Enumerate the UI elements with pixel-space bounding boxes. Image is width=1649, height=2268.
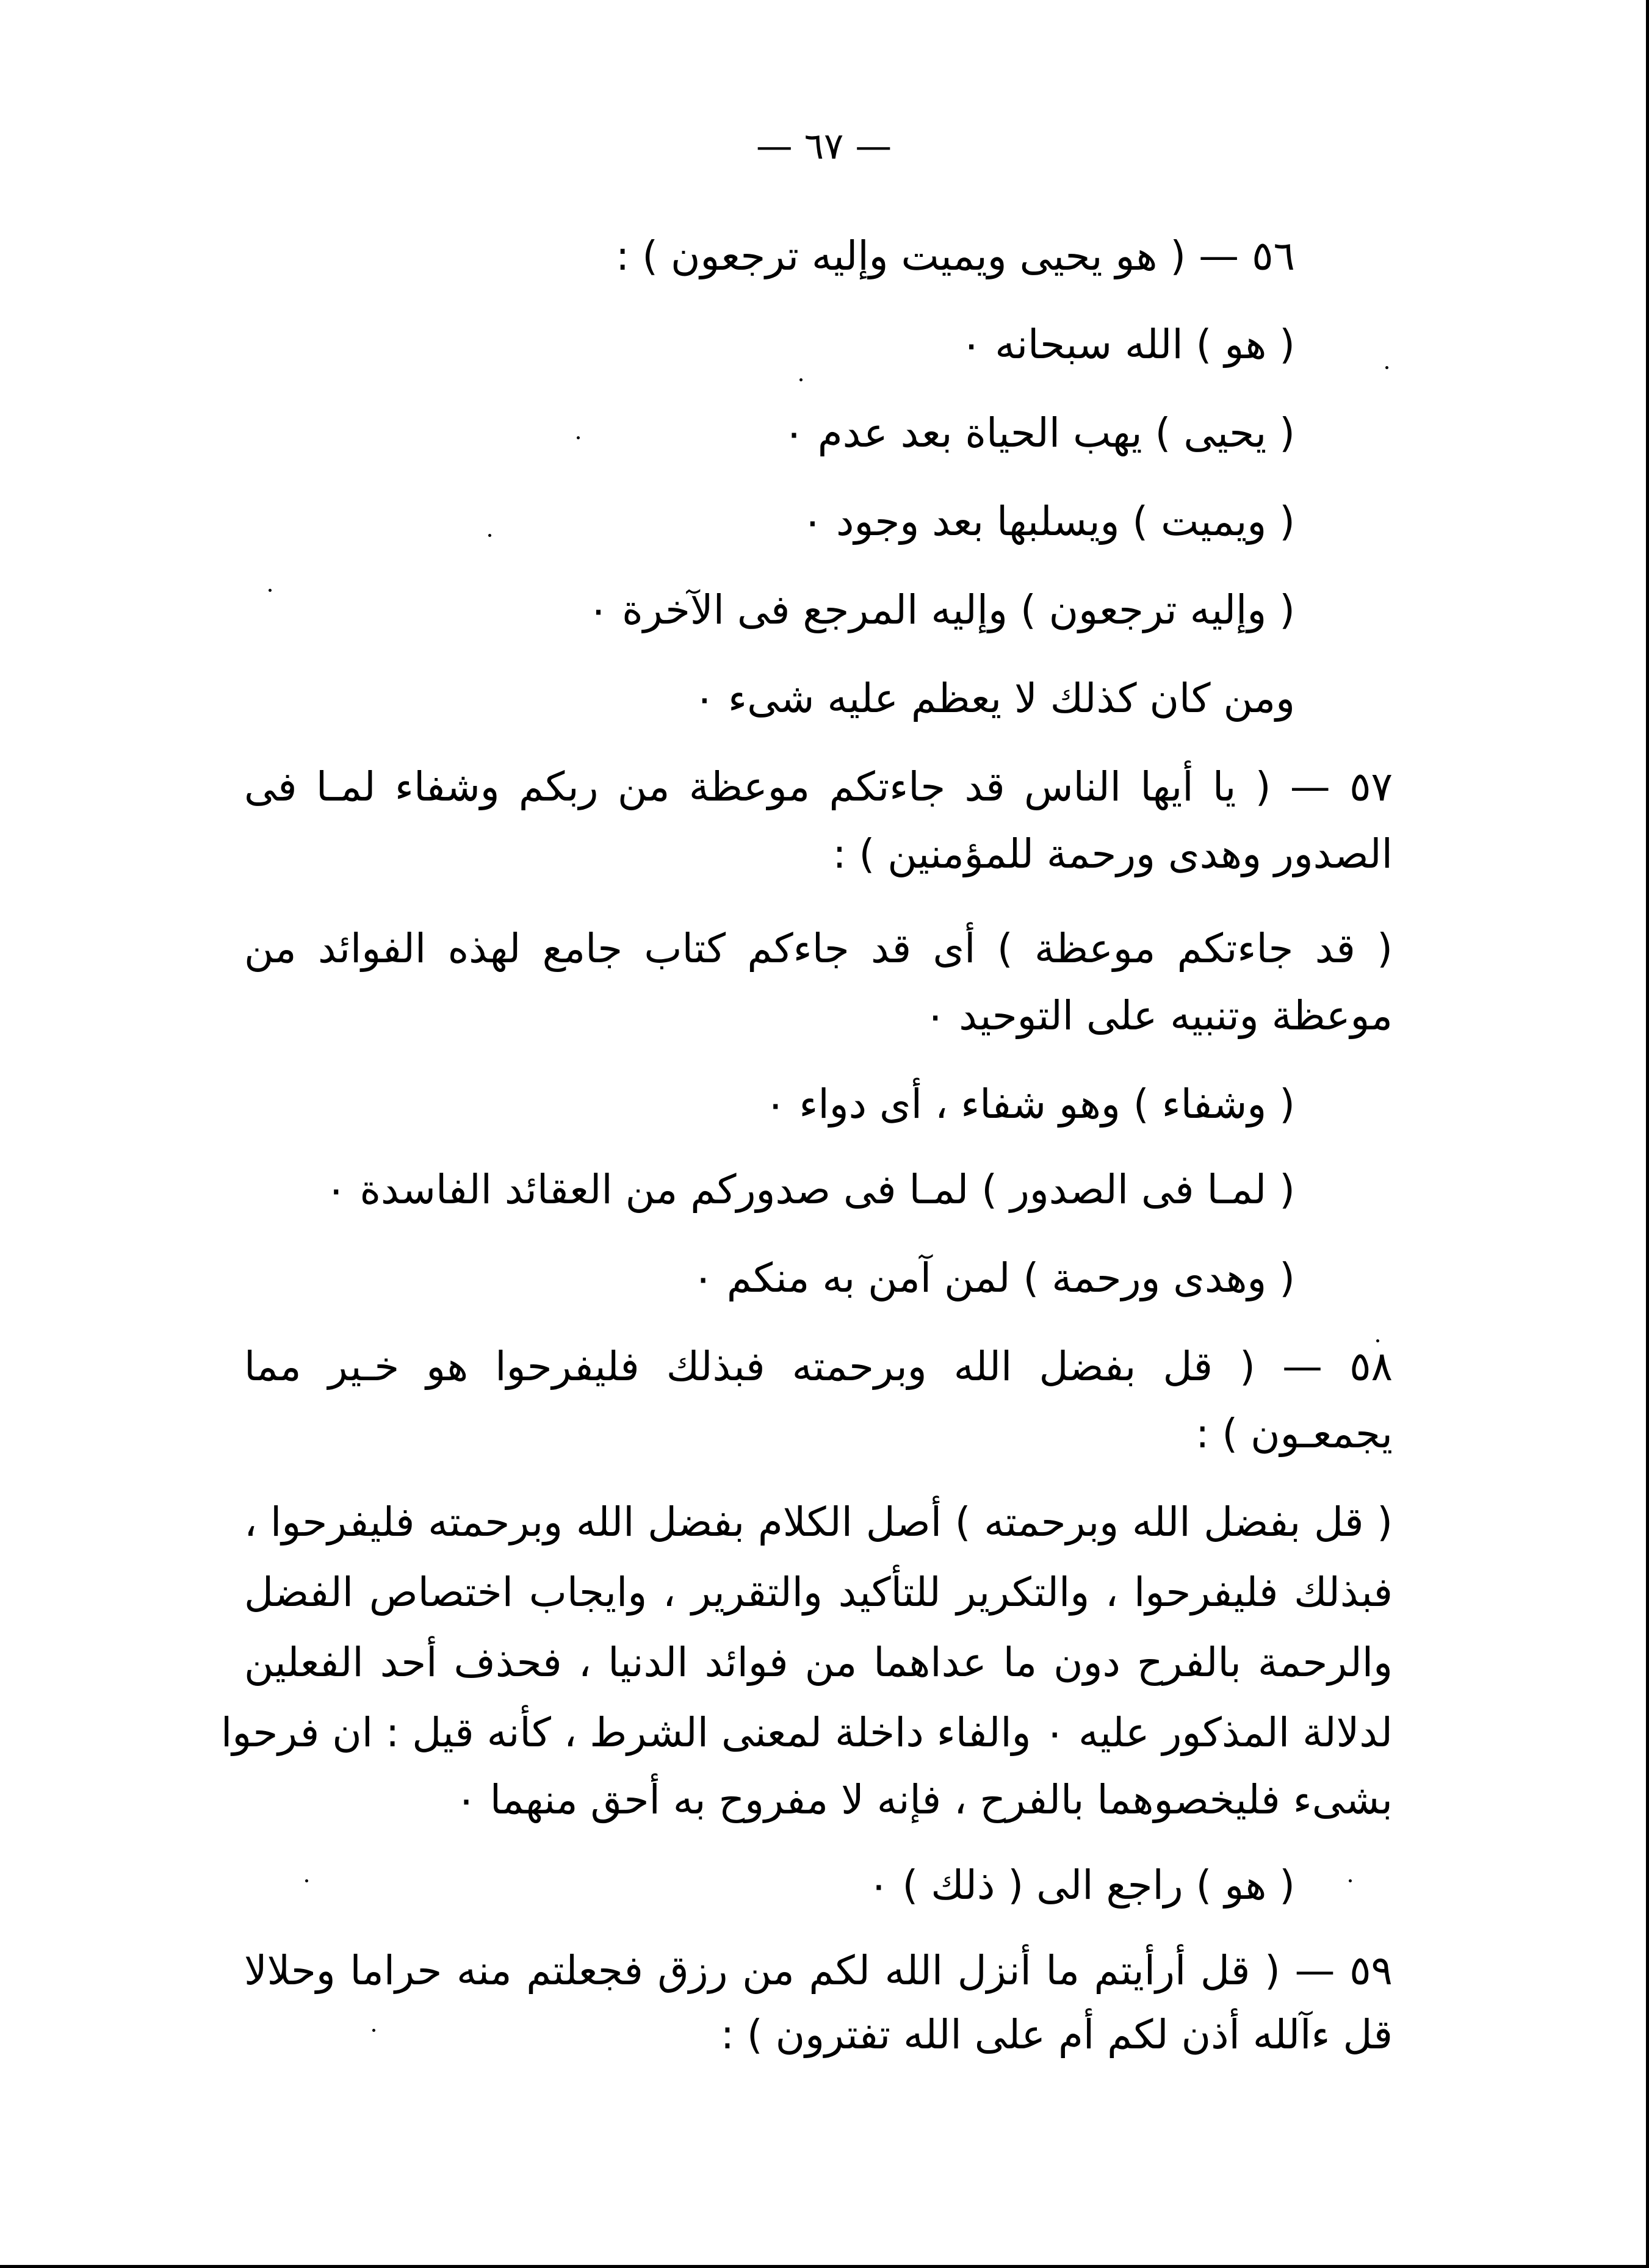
scan-speck [1349,1879,1352,1882]
commentary-line: ( قل بفضل الله وبرحمته ) أصل الكلام بفضل الله وبرحمته فليفرحوا ، [244,1499,1393,1546]
commentary-line: ( يحيى ) يهب الحياة بعد عدم ٠ [783,409,1295,456]
commentary-line: ( هو ) الله سبحانه ٠ [960,321,1295,368]
commentary-line: بشىء فليخصوهما بالفرح ، فإنه لا مفروح به أحق منهما ٠ [455,1776,1393,1823]
commentary-line: فبذلك فليفرحوا ، والتكرير للتأكيد والتقرير ، وايجاب اختصاص الفضل [244,1569,1393,1616]
commentary-line: والرحمة بالفرح دون ما عداهما من فوائد الدنيا ، فحذف أحد الفعلين [244,1639,1393,1686]
commentary-line: لدلالة المذكور عليه ٠ والفاء داخلة لمعنى الشرط ، كأنه قيل : ان فرحوا [221,1709,1393,1756]
commentary-line: ( لمـا فى الصدور ) لمـا فى صدوركم من العقائد الفاسدة ٠ [325,1166,1295,1213]
verse-59-heading-continued: قل ءآلله أذن لكم أم على الله تفترون ) : [720,2011,1393,2058]
scan-speck [577,436,580,439]
scan-speck [1385,366,1388,369]
scan-speck [1376,1339,1379,1342]
verse-58-heading: ٥٨ — ( قل بفضل الله وبرحمته فبذلك فليفرحوا هو خـير مما [244,1343,1393,1390]
scan-speck [799,378,803,381]
scan-speck [488,534,491,537]
commentary-line: ( قد جاءتكم موعظة ) أى قد جاءكم كتاب جامع لهذه الفوائد من [244,925,1393,972]
commentary-line: ( ويميت ) ويسلبها بعد وجود ٠ [801,498,1295,545]
verse-58-heading-continued: يجمعـون ) : [1196,1410,1393,1457]
commentary-line: ( وشفاء ) وهو شفاء ، أى دواء ٠ [764,1081,1295,1128]
page-number: — ٦٧ — [756,125,892,168]
scan-speck [305,1879,308,1882]
commentary-line: ( وهدى ورحمة ) لمن آمن به منكم ٠ [692,1255,1295,1301]
commentary-line: ( وإليه ترجعون ) وإليه المرجع فى الآخرة ٠ [587,586,1295,633]
commentary-line: ( هو ) راجع الى ( ذلك ) ٠ [868,1862,1295,1909]
verse-57-heading-continued: الصدور وهدى ورحمة للمؤمنين ) : [832,830,1393,877]
scan-speck [372,2029,375,2032]
commentary-line: موعظة وتنبيه على التوحيد ٠ [924,992,1393,1039]
verse-59-heading: ٥٩ — ( قل أرأيتم ما أنزل الله لكم من رزق فجعلتم منه حراما وحلالا [244,1947,1393,1994]
verse-57-heading: ٥٧ — ( يا أيها الناس قد جاءتكم موعظة من ربكم وشفاء لمـا فى [244,763,1393,810]
verse-56-heading: ٥٦ — ( هو يحيى ويميت وإليه ترجعون ) : [616,232,1295,279]
commentary-line: ومن كان كذلك لا يعظم عليه شىء ٠ [693,675,1295,722]
scan-speck [269,589,272,592]
